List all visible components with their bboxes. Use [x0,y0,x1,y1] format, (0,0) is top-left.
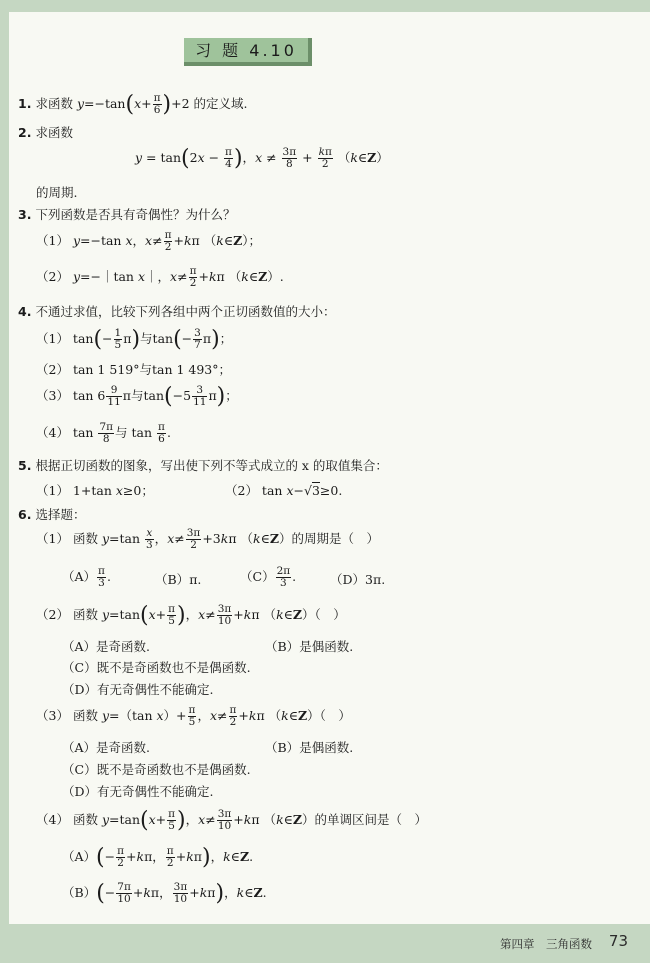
q5-number: 5. [18,458,32,473]
q4-part2: （2） tan 1 519°与tan 1 493°； [36,362,232,377]
q2-number: 2. [18,125,32,140]
q6-2-option-a[interactable]: （A）是奇函数. [62,639,151,654]
q4-part3: （3） tan 6 $\frac{9}{11}$ π与tan(−5 $\frac{3}{11}$ π)； [36,384,238,409]
q6-3-option-b[interactable]: （B）是偶函数. [265,740,354,755]
q5-line [18,456,388,474]
footer-chapter: 第四章 三角函数 [500,937,592,951]
q6-3-option-c[interactable]: （C）既不是奇函数也不是偶函数. [62,762,251,777]
q6-2-option-b[interactable]: （B）是偶函数. [265,639,354,654]
q6-1-option-a[interactable]: （A） $\frac{\pi}{3}$ . [62,565,111,589]
page-number: 73 [608,932,628,950]
q2-text-post: 的周期. [36,185,78,200]
q4-line [18,302,335,320]
q6-line [18,505,85,523]
q6-4-option-b[interactable]: （B）(− $\frac{7\pi}{10}$ +kπ， $\frac{3\pi}{10}$ +kπ)，k∈Z. [62,881,267,906]
q3-part1: （1） y=−tan x，x≠ $\frac{\pi}{2}$ +kπ （k∈Z）； [36,229,261,253]
q6-text: 选择题： [35,507,86,522]
q6-2-option-c[interactable]: （C）既不是奇函数也不是偶函数. [62,660,251,675]
q6-2-option-d[interactable]: （D）有无奇偶性不能确定. [62,682,214,697]
q6-3-option-a[interactable]: （A）是奇函数. [62,740,151,755]
q6-2-stem: （2） 函数 y=tan(x+ $\frac{\pi}{5}$ )，x≠ $\frac{3\pi}{10}$ +kπ （k∈Z）（ ） [36,603,346,628]
q6-1-option-b[interactable]: （B）π. [155,572,202,587]
q4-text: 不通过求值，比较下列各组中两个正切函数值的大小： [35,304,336,319]
q5-text: 根据正切函数的图象，写出使下列不等式成立的 x 的取值集合： [35,458,388,473]
q6-1-option-d[interactable]: （D）3π. [330,572,386,587]
q2-formula: y = tan(2x − $\frac{\pi}{4}$ )，x ≠ $\frac{3\pi}{8}$ + $\frac{k\pi}{2}$ （k∈Z） [135,146,389,171]
q4-part1: （1） tan(− $\frac{1}{5}$ π)与tan(− $\frac{3}{7}$ π)； [36,327,233,352]
q1-text-pre: 求函数 [35,96,73,111]
q6-3-option-d[interactable]: （D）有无奇偶性不能确定. [62,784,214,799]
q6-4-stem: （4） 函数 y=tan(x+ $\frac{\pi}{5}$ )，x≠ $\frac{3\pi}{10}$ +kπ （k∈Z）的单调区间是（ ） [36,808,428,833]
q1-formula: y=−tan(x+ $\frac{\pi}{6}$ )+2 [76,92,190,117]
q1-text-post: 的定义域. [193,96,248,111]
q5-part2: （2） tan x−√3≥0. [225,483,343,498]
q6-number: 6. [18,507,32,522]
q6-1-option-c[interactable]: （C） $\frac{2\pi}{3}$ . [240,565,297,589]
q6-4-option-a[interactable]: （A）(− $\frac{\pi}{2}$ +kπ， $\frac{\pi}{2}$ +kπ)，k∈Z. [62,845,254,870]
q2-text-pre: 求函数 [35,125,73,140]
q3-line [18,205,235,223]
q1-line [18,92,248,117]
top-border-strip [0,0,650,12]
q3-text: 下列函数是否具有奇偶性？为什么？ [35,207,236,222]
q4-number: 4. [18,304,32,319]
q3-part2: （2） y=−｜tan x｜，x≠ $\frac{\pi}{2}$ +kπ （k∈Z）. [36,265,284,289]
q6-3-stem: （3） 函数 y=（tan x）+ $\frac{\pi}{5}$ ，x≠ $\frac{\pi}{2}$ +kπ （k∈Z）（ ） [36,704,351,728]
left-border-strip [0,0,9,963]
q6-1-stem: （1） 函数 y=tan $\frac{x}{3}$ ，x≠ $\frac{3\pi}{2}$ +3kπ （k∈Z）的周期是（ ） [36,527,380,551]
q4-part4: （4） tan $\frac{7\pi}{8}$ 与 tan $\frac{\pi}{6}$ . [36,421,171,445]
q3-number: 3. [18,207,32,222]
q5-part1: （1） 1+tan x≥0； [36,483,154,498]
exercise-title: 习 题 4.10 [184,38,312,66]
q1-number: 1. [18,96,32,111]
q2-line [18,123,73,141]
